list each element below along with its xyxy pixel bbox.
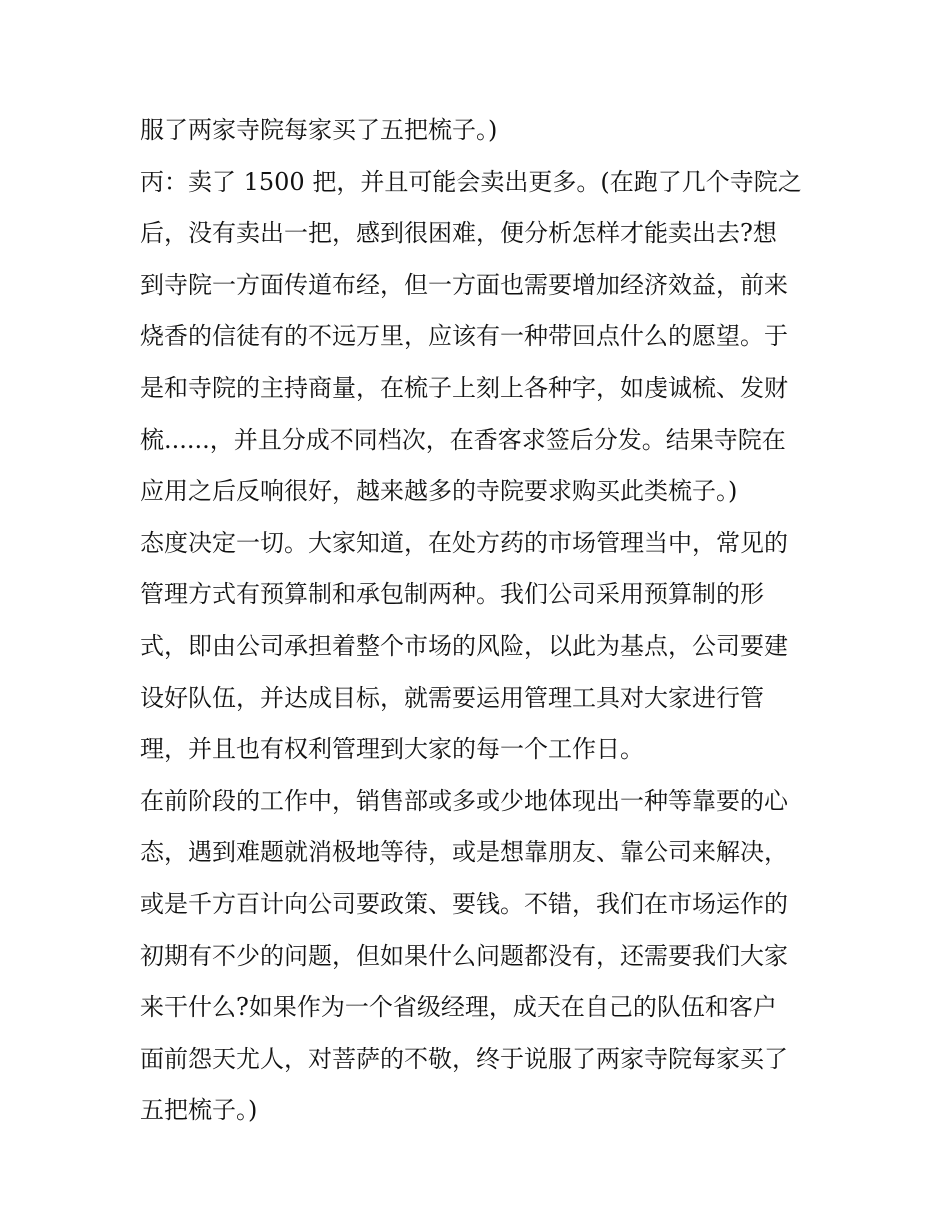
document-body-text [140, 105, 820, 1137]
text-line: 丙：卖了 1500 把，并且可能会卖出更多。(在跑了几个寺院之 [140, 167, 802, 196]
text-line: 服了两家寺院每家买了五把梳子。) [140, 116, 498, 144]
text-line: 是和寺院的主持商量，在梳子上刻上各种字，如虔诚梳、发财 [140, 373, 788, 402]
text-line: 设好队伍，并达成目标，就需要运用管理工具对大家进行管 [140, 683, 764, 712]
text-line: 式，即由公司承担着整个市场的风险，以此为基点，公司要建 [140, 631, 788, 660]
text-line: 应用之后反响很好，越来越多的寺院要求购买此类梳子。) [140, 477, 738, 506]
text-line: 或是千方百计向公司要政策、要钱。不错，我们在市场运作的 [140, 889, 788, 918]
text-line: 理，并且也有权利管理到大家的每一个工作日。 [140, 735, 644, 764]
text-line: 在前阶段的工作中，销售部或多或少地体现出一种等靠要的心 [140, 786, 788, 815]
text-line: 梳......，并且分成不同档次，在香客求签后分发。结果寺院在 [140, 425, 786, 454]
text-line: 管理方式有预算制和承包制两种。我们公司采用预算制的形 [140, 580, 764, 609]
text-line: 初期有不少的问题，但如果什么问题都没有，还需要我们大家 [140, 941, 788, 970]
text-line: 烧香的信徒有的不远万里，应该有一种带回点什么的愿望。于 [140, 322, 788, 351]
text-line: 五把梳子。) [140, 1096, 258, 1125]
text-line: 态度决定一切。大家知道，在处方药的市场管理当中，常见的 [140, 528, 788, 557]
text-line: 态，遇到难题就消极地等待，或是想靠朋友、靠公司来解决， [140, 838, 788, 867]
text-line: 到寺院一方面传道布经，但一方面也需要增加经济效益，前来 [140, 270, 788, 299]
text-line: 面前怨天尤人，对菩萨的不敬，终于说服了两家寺院每家买了 [140, 1044, 788, 1073]
text-line: 后，没有卖出一把，感到很困难，便分析怎样才能卖出去?想 [140, 219, 777, 248]
text-line: 来干什么?如果作为一个省级经理，成天在自己的队伍和客户 [140, 993, 777, 1022]
